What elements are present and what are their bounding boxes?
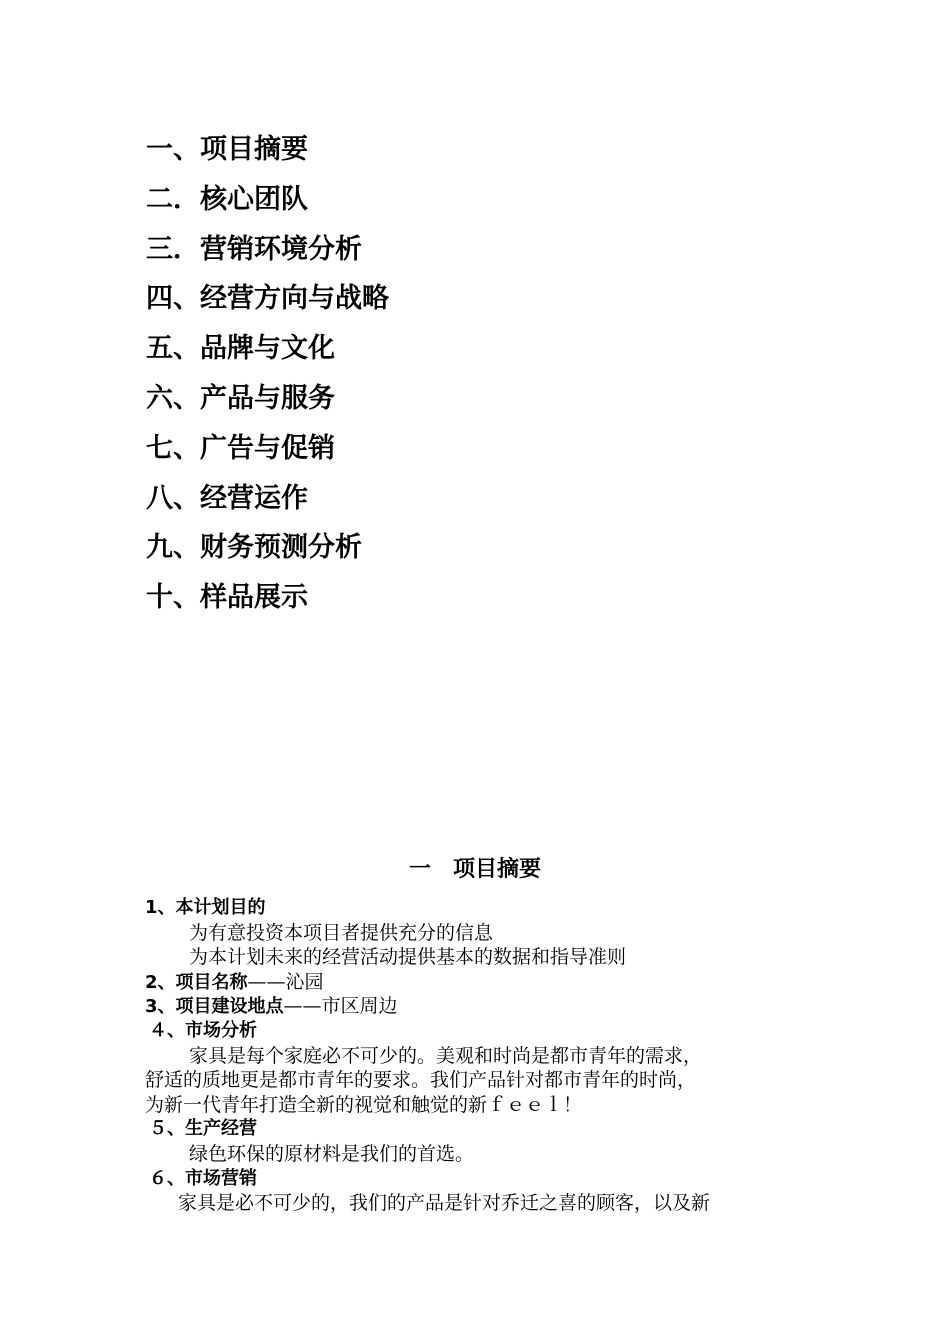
item6-line1: 家具是必不可少的，我们的产品是针对乔迁之喜的顾客，以及新 [178, 1192, 711, 1215]
toc-item: 一、项目摘要 [146, 134, 308, 165]
toc-item: 六、产品与服务 [146, 382, 335, 414]
item2-value: ——沁园 [247, 970, 324, 993]
item3-value: ——市区周边 [283, 995, 398, 1018]
table-of-contents [146, 128, 389, 626]
item4-line1: 家具是每个家庭必不可少的。美观和时尚是都市青年的需求， [189, 1044, 703, 1067]
item1-line2: 为本计划未来的经营活动提供基本的数据和指导准则 [189, 946, 627, 969]
item5-line1: 绿色环保的原材料是我们的首选。 [189, 1142, 475, 1165]
toc-item: 二．核心团队 [146, 183, 308, 215]
item1-heading: 1、本计划目的 [145, 897, 266, 918]
toc-item: 三．营销环境分析 [146, 233, 362, 265]
item6-heading: ６、市场营销 [149, 1167, 257, 1189]
item3-heading: 3、项目建设地点 [145, 996, 284, 1018]
item1-line1: 为有意投资本项目者提供充分的信息 [189, 921, 494, 944]
item2-heading: 2、项目名称 [145, 971, 248, 993]
item4-line2: 舒适的质地更是都市青年的要求。我们产品针对都市青年的时尚， [145, 1069, 697, 1092]
item4-line3: 为新一代青年打造全新的视觉和触觉的新ｆｅｅｌ！ [145, 1093, 583, 1116]
item3 [145, 994, 825, 1019]
item5-heading: ５、生产经营 [149, 1118, 257, 1140]
item4-heading: ４、市场分析 [149, 1019, 257, 1041]
section-body [145, 896, 825, 1216]
toc-item: 十、样品展示 [146, 582, 308, 614]
toc-item: 四、经营方向与战略 [146, 283, 389, 315]
toc-item: 七、广告与促销 [146, 432, 335, 464]
toc-item: 五、品牌与文化 [146, 333, 335, 365]
item2 [145, 970, 825, 995]
toc-item: 八、经营运作 [146, 482, 308, 514]
section-title: 一 项目摘要 [408, 857, 541, 882]
toc-item: 九、财务预测分析 [146, 532, 362, 564]
